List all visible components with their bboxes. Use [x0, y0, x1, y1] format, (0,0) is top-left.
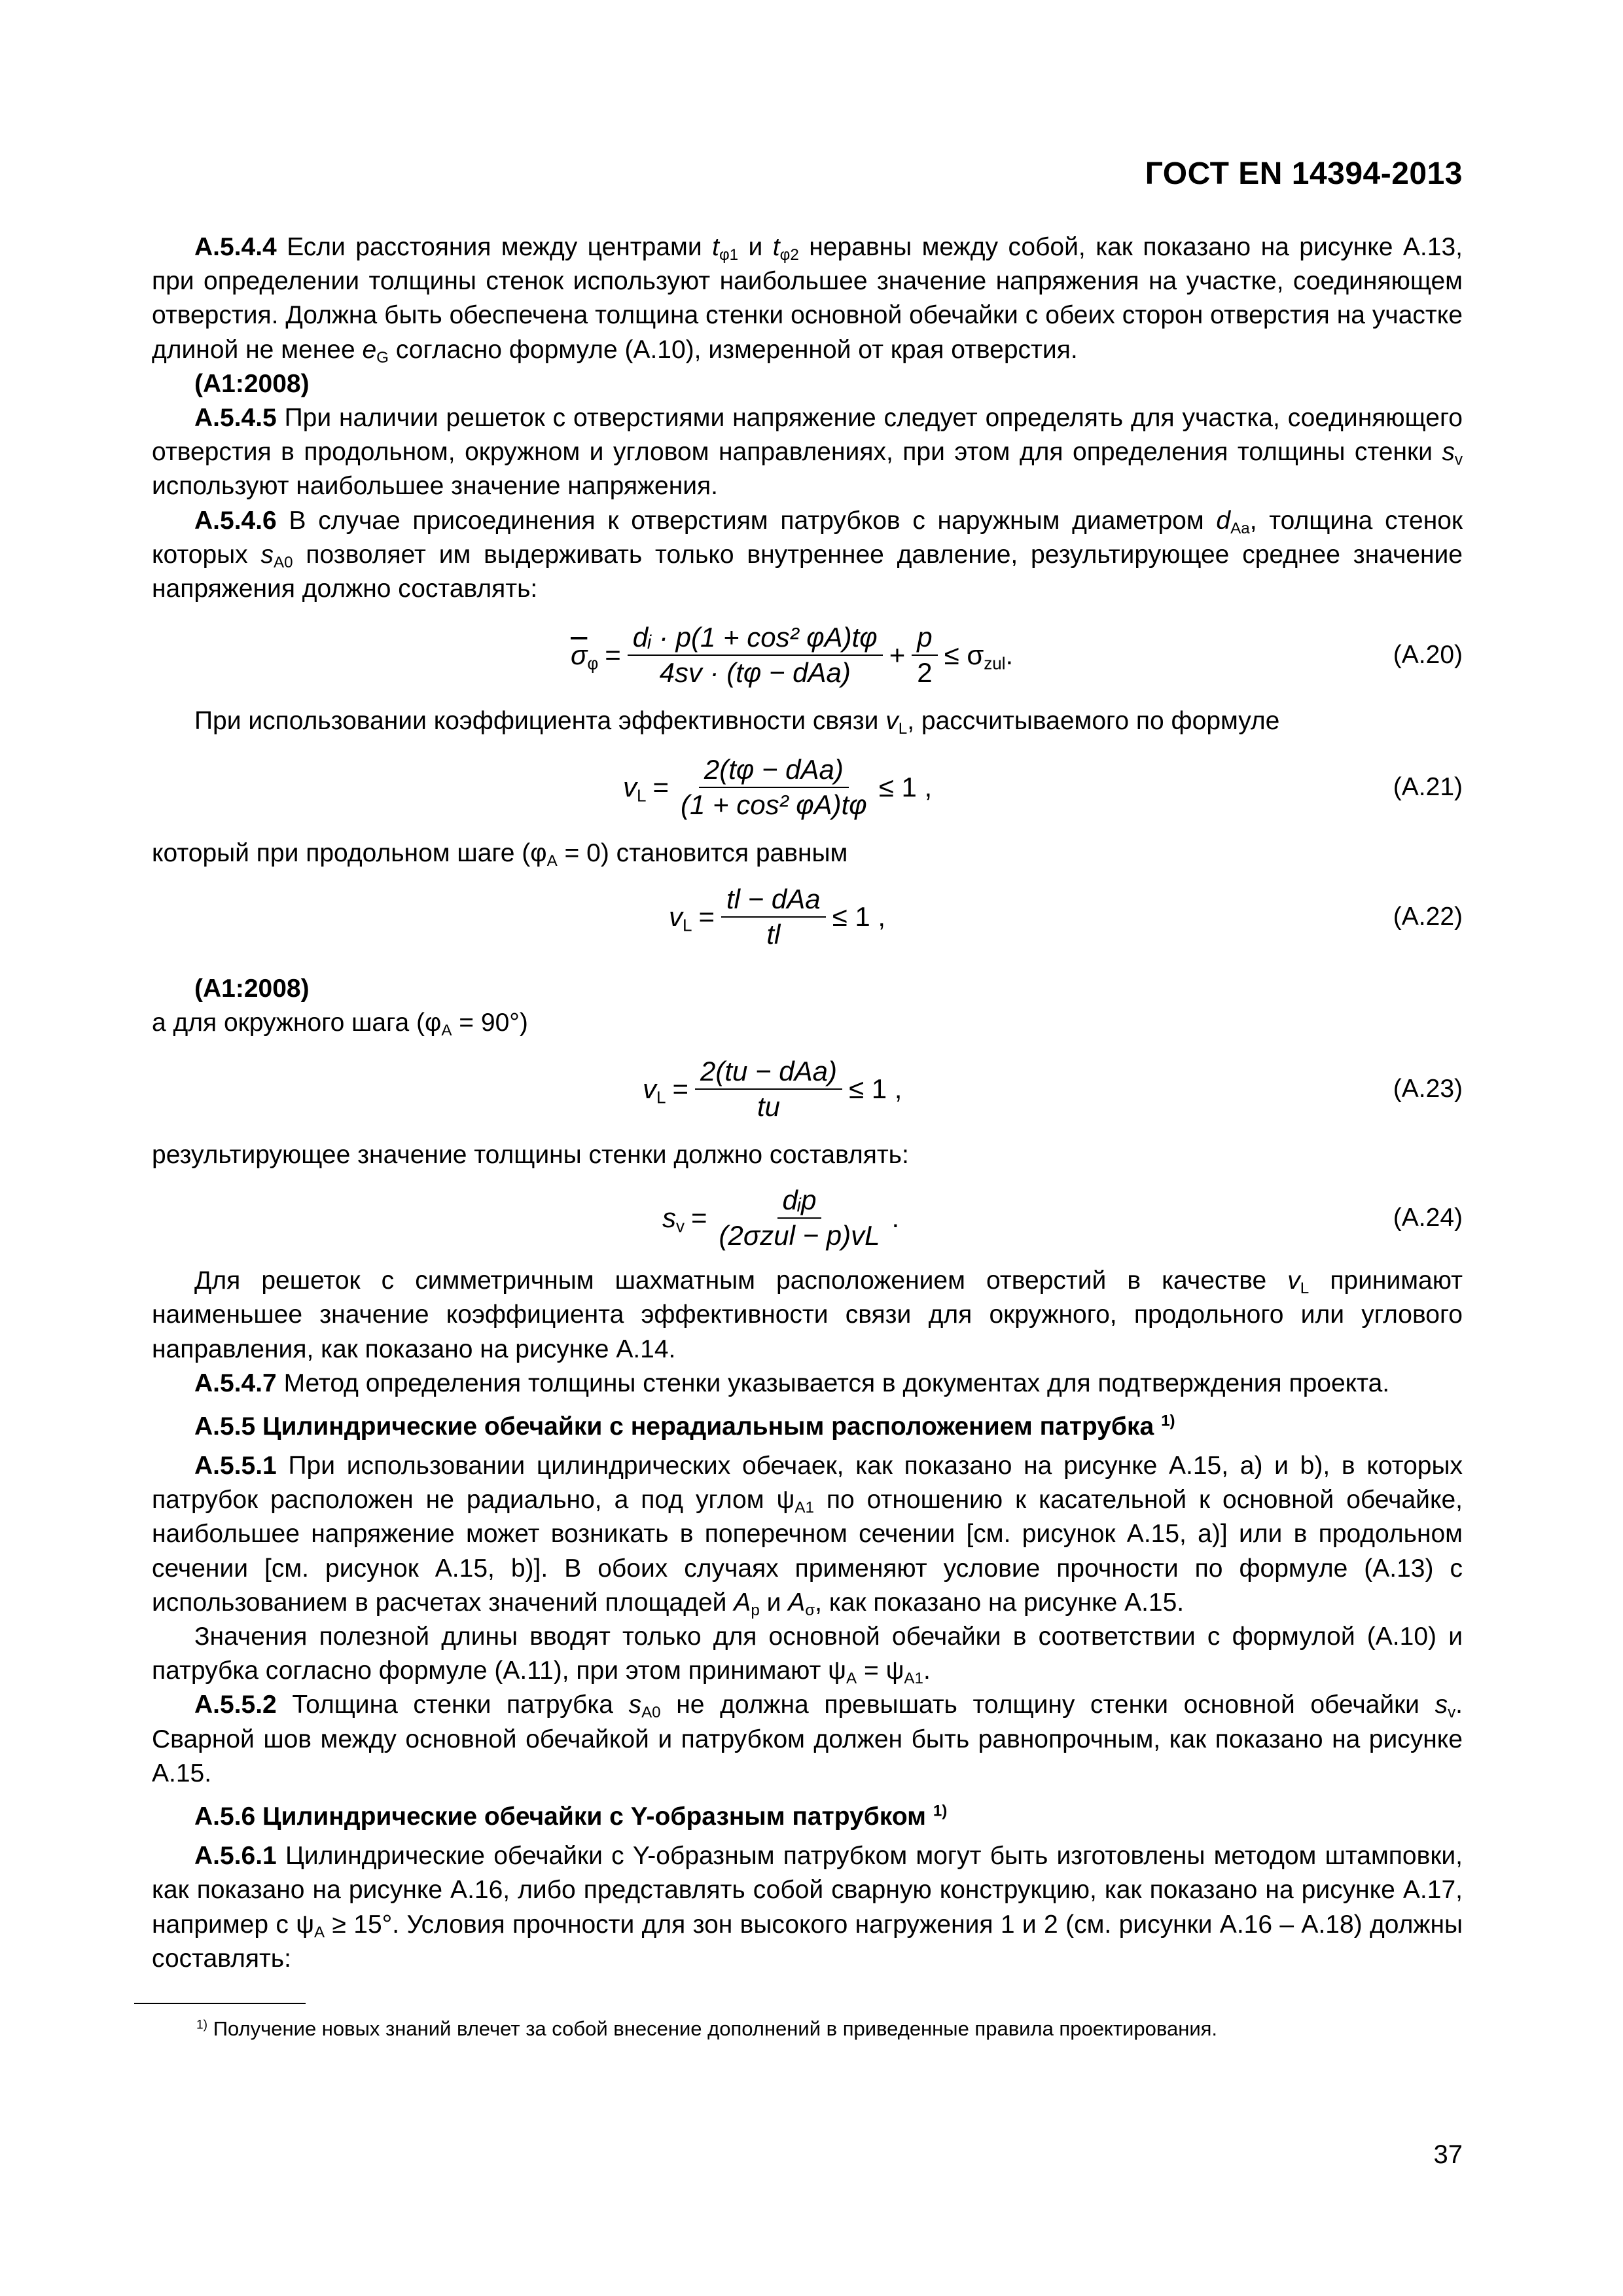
formula-number: (А.21)	[1393, 773, 1463, 802]
formula-a-24: $s_v$ = $\frac{\text{dᵢp}}{\text{(2σzul − p)vL}}$ . (А.24)	[662, 1185, 1463, 1251]
document-header: ГОСТ EN 14394-2013	[1145, 156, 1463, 191]
section-heading-a-5-6: А.5.6 Цилиндрические обечайки с Y-образным патрубком $^{1)}$	[194, 1802, 948, 1831]
amendment-note: (А1:2008)	[194, 974, 310, 1003]
page-number: 37	[1433, 2140, 1463, 2169]
formula-a-20: $\overline{\sigma}_\varphi$ = $\frac{\text{dᵢ · p(1 + cos² φA)tφ}}{\text{4sv · (tφ − dAa)}}$ + $\frac{p}{2}$ ≤ $\sigma_{zul}$. (А.20)	[571, 622, 1463, 689]
paragraph-useful-length: Значения полезной длины вводят только для основной обечайки в соответствии с формулой (А.10) и патрубка согласно формуле (А.11), при этом принимают $\psi_A = \psi_{A1}$.	[152, 1623, 1463, 1688]
section-heading-a-5-5: А.5.5 Цилиндрические обечайки с нерадиальным расположением патрубка $^{1)}$	[194, 1412, 1175, 1441]
paragraph-staggered: Для решеток с симметричным шахматным расположением отверстий в качестве $v_L$ принимают наименьшее значение коэффициента эффективности связи для окружного, продольного или углового направления, как показано на рисунке А.14.	[152, 1266, 1463, 1363]
paragraph-result: результирующее значение толщины стенки должно составлять:	[152, 1141, 909, 1170]
footnote-divider	[134, 2003, 306, 2004]
paragraph-a-5-5-2: А.5.5.2 Толщина стенки патрубка $s_{A0}$ не должна превышать толщину стенки основной обечайки $s_v$. Сварной шов между основной обечайкой и патрубком должен быть равнопрочным, как показано на рисунке А.15.	[152, 1691, 1463, 1787]
formula-number: (А.22)	[1393, 902, 1463, 931]
formula-number: (А.23)	[1393, 1074, 1463, 1103]
formula-a-23: $v_L$ = $\frac{\text{2(tu − dAa)}}{tu}$ ≤ 1 , (А.23)	[643, 1056, 1463, 1122]
paragraph-a-5-4-7: А.5.4.7 Метод определения толщины стенки указывается в документах для подтверждения проекта.	[194, 1369, 1390, 1397]
footnote: $^{1)}$ Получение новых знаний влечет за собой внесение дополнений в приведенные правила проектирования.	[196, 2017, 1218, 2040]
formula-a-21: $v_L$ = $\frac{\text{2(tφ − dAa)}}{\text{(1 + cos² φA)tφ}}$ ≤ 1 , (А.21)	[623, 754, 1463, 821]
formula-number: (А.20)	[1393, 641, 1463, 670]
paragraph-efficiency: При использовании коэффициента эффективности связи $v_L$, рассчитываемого по формуле	[194, 707, 1280, 738]
paragraph-a-5-5-1: А.5.5.1 При использовании цилиндрических обечаек, как показано на рисунке А.15, a) и b), в которых патрубок расположен не радиально, а под углом $\psi_{A1}$ по отношению к касательной к основной обечайке, наибольшее напряжение может возникать в поперечном сечении [см. рисунок А.15, a)] или в продольном сечении [см. рисунок А.15, b)]. В обоих случаях применяют условие прочности по формуле (А.13) с использованием в расчетах значений площадей $A_p$ и $A_\sigma$, как показано на рисунке А.15.	[152, 1452, 1463, 1619]
paragraph-a-5-6-1: А.5.6.1 Цилиндрические обечайки с Y-образным патрубком могут быть изготовлены методом штамповки, как показано на рисунке А.16, либо представлять собой сварную конструкцию, как показано на рисунке А.17, например с $\psi_A \ge 15^\circ$. Условия прочности для зон высокого нагружения 1 и 2 (см. рисунки А.16 – А.18) должны составлять:	[152, 1842, 1463, 1973]
paragraph-a-5-4-6: А.5.4.6 В случае присоединения к отверстиям патрубков с наружным диаметром $d_{Aa}$, толщина стенок которых $s_{A0}$ позволяет им выдерживать только внутреннее давление, результирующее среднее значение напряжения должно составлять:	[152, 506, 1463, 603]
formula-number: (А.24)	[1393, 1204, 1463, 1232]
paragraph-a-5-4-5: А.5.4.5 При наличии решеток с отверстиями напряжение следует определять для участка, соединяющего отверстия в продольном, окружном и угловом направлениях, при этом для определения толщины стенки $s_v$ используют наибольшее значение напряжения.	[152, 404, 1463, 501]
document-body	[152, 230, 1463, 1976]
paragraph-longitudinal: который при продольном шаге $(\varphi_A = 0)$ становится равным	[152, 839, 848, 870]
paragraph-circumferential: а для окружного шага $(\varphi_A = 90^\circ)$	[152, 1008, 528, 1039]
paragraph-a-5-4-4: А.5.4.4 Если расстояния между центрами $t_{\varphi 1}$ и $t_{\varphi 2}$ неравны между собой, как показано на рисунке А.13, при определении толщины стенок используют наибольшее значение напряжения на участке, соединяющем отверстия. Должна быть обеспечена толщина стенки основной обечайки с обеих сторон отверстия на участке длиной не менее $e_G$ согласно формуле (А.10), измеренной от края отверстия.	[152, 233, 1463, 367]
formula-a-22: $v_L$ = $\frac{\text{tl − dAa}}{tl}$ ≤ 1 , (А.22)	[669, 883, 1463, 950]
amendment-note: (А1:2008)	[194, 369, 310, 398]
